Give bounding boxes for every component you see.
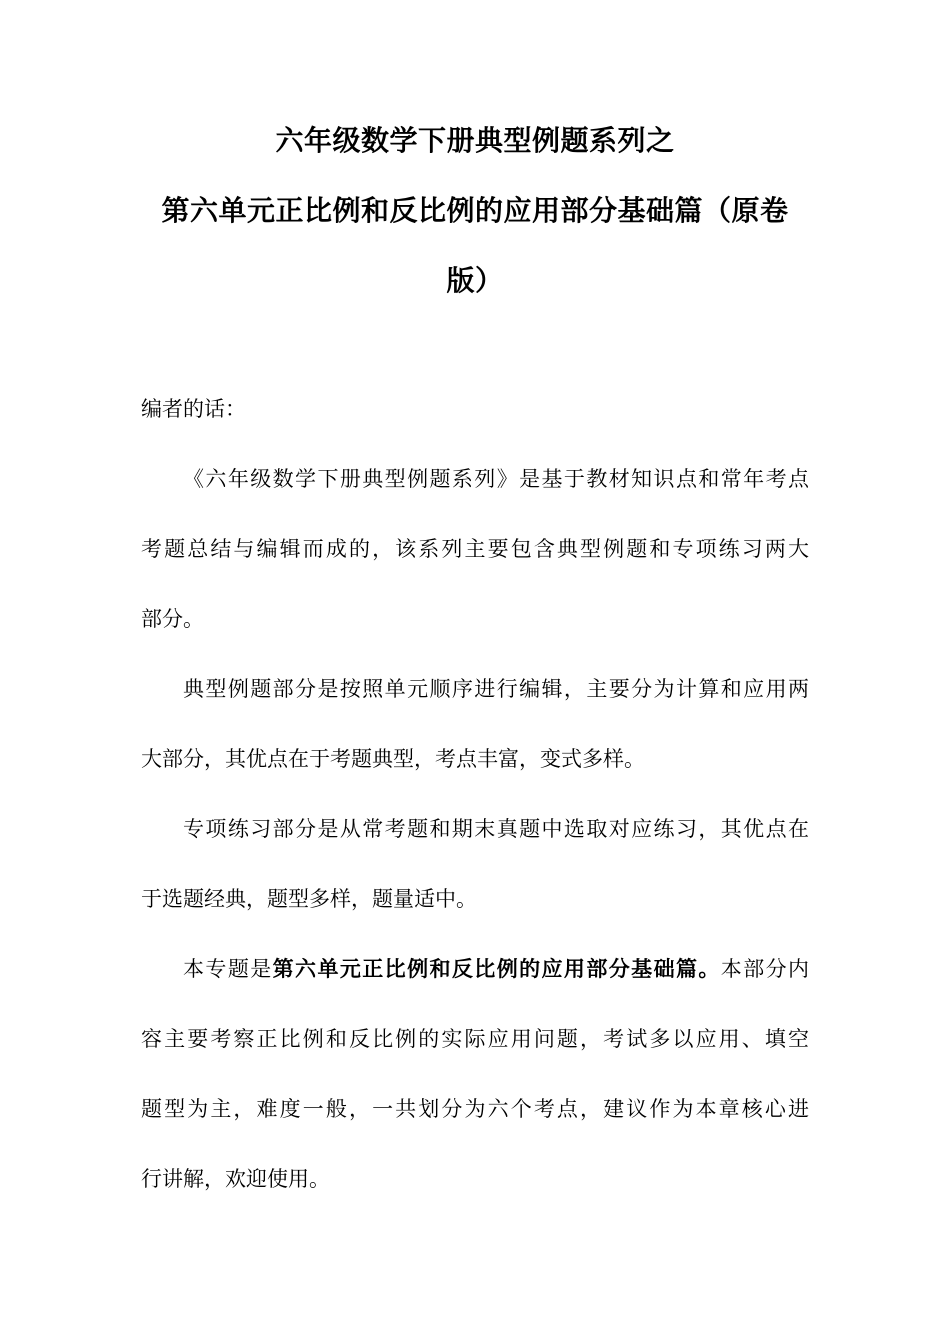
- text-segment: 编者的话：: [141, 398, 246, 421]
- body-line: [141, 725, 809, 795]
- body-line: [141, 515, 809, 585]
- title-line: 第六单元正比例和反比例的应用部分基础篇（原卷: [161, 195, 789, 226]
- text-segment: 于选题经典，题型多样，题量适中。: [141, 888, 477, 911]
- text-segment: 《六年级数学下册典型例题系列》是基于教材知识点和常年考点: [183, 468, 809, 491]
- body-line: [141, 865, 809, 935]
- bold-text-segment: 第六单元正比例和反比例的应用部分基础篇。: [272, 958, 721, 981]
- body-line: [141, 1145, 809, 1215]
- text-segment: 考题总结与编辑而成的，该系列主要包含典型例题和专项练习两大: [141, 538, 809, 561]
- body-line: [141, 1005, 809, 1075]
- text-segment: 行讲解，欢迎使用。: [141, 1168, 330, 1191]
- editor-note: [141, 375, 809, 1215]
- body-line: [141, 585, 809, 655]
- text-segment: 题型为主，难度一般，一共划分为六个考点，建议作为本章核心进: [141, 1098, 809, 1121]
- text-segment: 本专题是: [183, 958, 273, 981]
- text-segment: 大部分，其优点在于考题典型，考点丰富，变式多样。: [141, 748, 645, 771]
- text-segment: 本部分内: [720, 958, 810, 981]
- text-segment: 部分。: [141, 608, 204, 631]
- body-line: [141, 375, 809, 445]
- text-segment: 容主要考察正比例和反比例的实际应用问题，考试多以应用、填空: [141, 1028, 809, 1051]
- text-segment: 专项练习部分是从常考题和期末真题中选取对应练习，其优点在: [183, 818, 809, 841]
- body-line: [141, 795, 809, 865]
- title-line: 六年级数学下册典型例题系列之: [275, 125, 675, 156]
- body-line: [141, 935, 809, 1005]
- page-title: [141, 106, 809, 316]
- body-line: [141, 655, 809, 725]
- body-line: [141, 445, 809, 515]
- text-segment: 典型例题部分是按照单元顺序进行编辑，主要分为计算和应用两: [183, 678, 809, 701]
- title-line: 版）: [446, 265, 504, 296]
- body-line: [141, 1075, 809, 1145]
